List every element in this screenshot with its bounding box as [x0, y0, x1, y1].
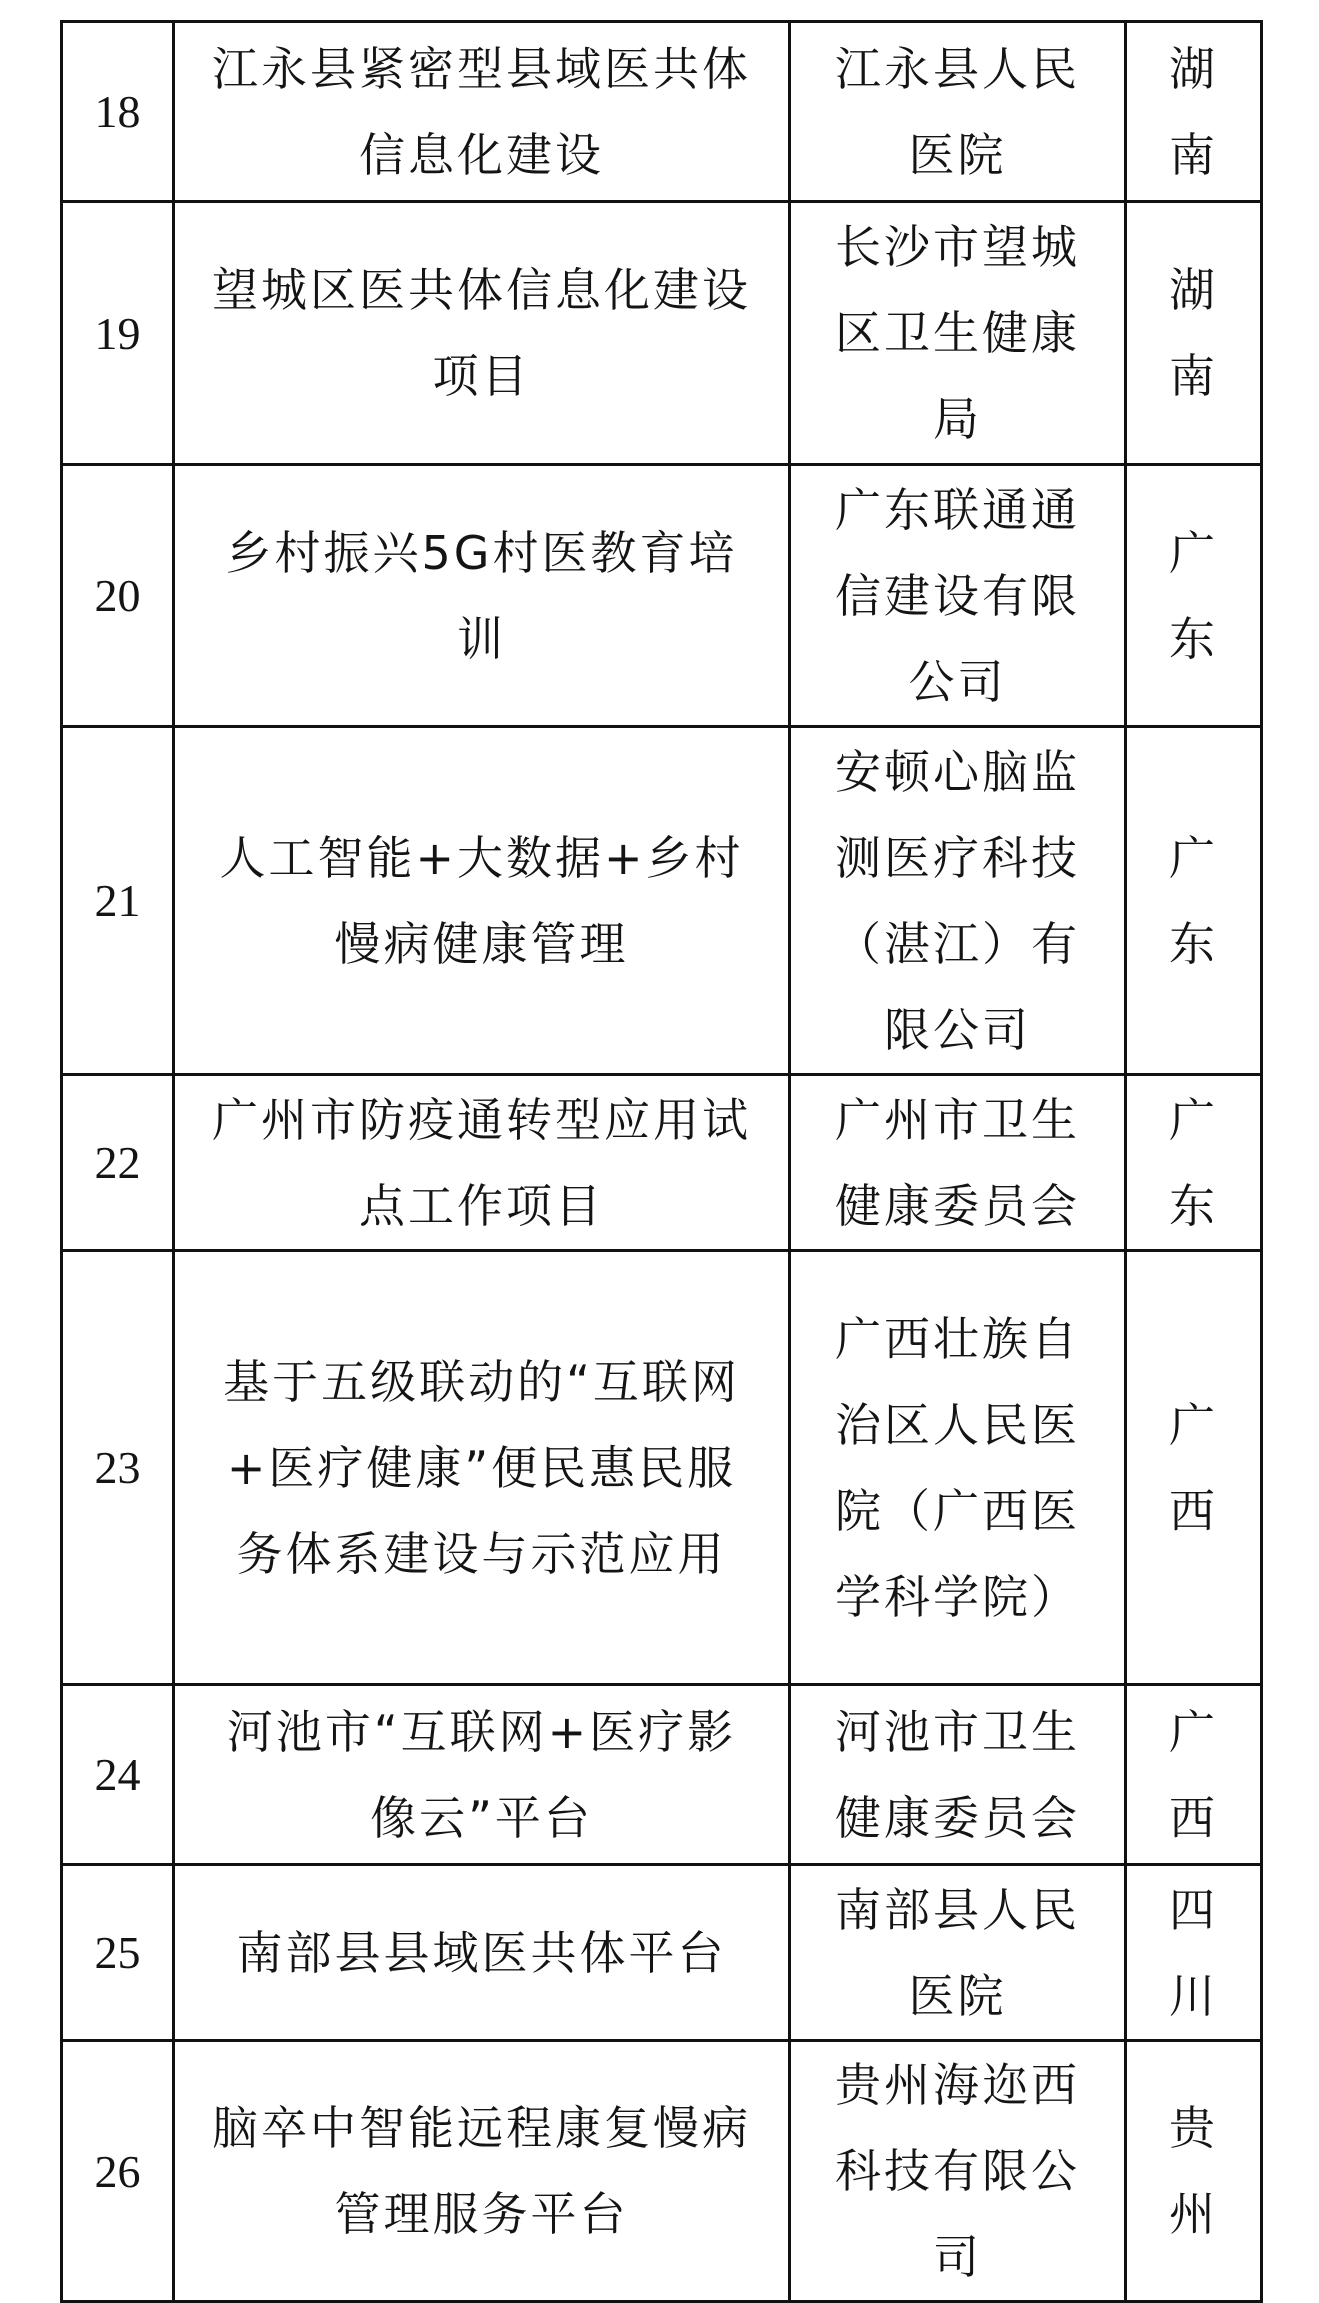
- project-name-cell: [174, 1075, 790, 1251]
- organization-cell: [790, 727, 1126, 1075]
- table-row: [62, 1251, 1262, 1685]
- row-number: 21: [62, 727, 174, 1075]
- organization-cell: [790, 1865, 1126, 2041]
- project-name: 南部县县域医共体平台: [236, 1925, 727, 1980]
- row-number: 23: [62, 1251, 174, 1685]
- province-cell: [1126, 727, 1262, 1075]
- organization-cell: [790, 22, 1126, 202]
- organization-cell: [790, 1685, 1126, 1865]
- province-name: 广西: [1169, 1397, 1218, 1538]
- row-number: 24: [62, 1685, 174, 1865]
- project-name-cell: [174, 22, 790, 202]
- project-name-cell: [174, 1251, 790, 1685]
- project-name: 基于五级联动的“互联网+医疗健康”便民惠民服务体系建设与示范应用: [223, 1354, 740, 1581]
- province-cell: [1126, 1075, 1262, 1251]
- province-cell: [1126, 1685, 1262, 1865]
- organization-name: 南部县人民医院: [835, 1882, 1080, 2023]
- organization-name: 广东联通通信建设有限公司: [835, 482, 1080, 709]
- project-name: 望城区医共体信息化建设项目: [212, 263, 751, 403]
- organization-name: 河池市卫生健康委员会: [835, 1704, 1080, 1845]
- province-name: 湖南: [1169, 41, 1218, 182]
- project-name-cell: [174, 202, 790, 465]
- row-number: 22: [62, 1075, 174, 1251]
- organization-cell: [790, 1075, 1126, 1251]
- project-name: 河池市“互联网+医疗影像云”平台: [226, 1704, 737, 1845]
- province-name: 广东: [1169, 1092, 1218, 1233]
- table-row: [62, 1865, 1262, 2041]
- province-name: 湖南: [1169, 263, 1218, 403]
- province-name: 四川: [1169, 1882, 1218, 2023]
- province-cell: [1126, 2041, 1262, 2302]
- organization-name: 安顿心脑监测医疗科技（湛江）有限公司: [835, 744, 1080, 1057]
- organization-name: 长沙市望城区卫生健康局: [835, 220, 1080, 446]
- organization-name: 广西壮族自治区人民医院（广西医学科学院）: [835, 1311, 1080, 1624]
- organization-name: 江永县人民医院: [835, 41, 1080, 182]
- province-name: 贵州: [1169, 2101, 1218, 2241]
- province-cell: [1126, 1865, 1262, 2041]
- row-number: 20: [62, 465, 174, 727]
- province-name: 广西: [1169, 1704, 1218, 1845]
- table-row: [62, 22, 1262, 202]
- table-row: [62, 1685, 1262, 1865]
- organization-cell: [790, 465, 1126, 727]
- organization-cell: [790, 202, 1126, 465]
- project-name-cell: [174, 465, 790, 727]
- table-row: [62, 2041, 1262, 2302]
- province-cell: [1126, 1251, 1262, 1685]
- row-number: 19: [62, 202, 174, 465]
- project-name: 脑卒中智能远程康复慢病管理服务平台: [212, 2101, 751, 2241]
- row-number: 18: [62, 22, 174, 202]
- organization-cell: [790, 1251, 1126, 1685]
- province-name: 广东: [1169, 830, 1218, 971]
- project-name-cell: [174, 2041, 790, 2302]
- table-row: [62, 727, 1262, 1075]
- project-name-cell: [174, 1685, 790, 1865]
- province-cell: [1126, 465, 1262, 727]
- table-row: [62, 202, 1262, 465]
- project-name: 广州市防疫通转型应用试点工作项目: [212, 1092, 751, 1233]
- table-row: [62, 1075, 1262, 1251]
- project-name: 江永县紧密型县域医共体信息化建设: [212, 41, 751, 182]
- row-number: 26: [62, 2041, 174, 2302]
- project-name: 人工智能+大数据+乡村慢病健康管理: [219, 830, 744, 971]
- project-name-cell: [174, 727, 790, 1075]
- project-name-cell: [174, 1865, 790, 2041]
- province-cell: [1126, 22, 1262, 202]
- table-row: [62, 465, 1262, 727]
- organization-name: 贵州海迩西科技有限公司: [835, 2058, 1080, 2284]
- organization-name: 广州市卫生健康委员会: [835, 1092, 1080, 1233]
- project-name: 乡村振兴5G村医教育培训: [225, 525, 738, 666]
- province-cell: [1126, 202, 1262, 465]
- row-number: 25: [62, 1865, 174, 2041]
- project-table: [60, 20, 1263, 2303]
- organization-cell: [790, 2041, 1126, 2302]
- province-name: 广东: [1169, 525, 1218, 666]
